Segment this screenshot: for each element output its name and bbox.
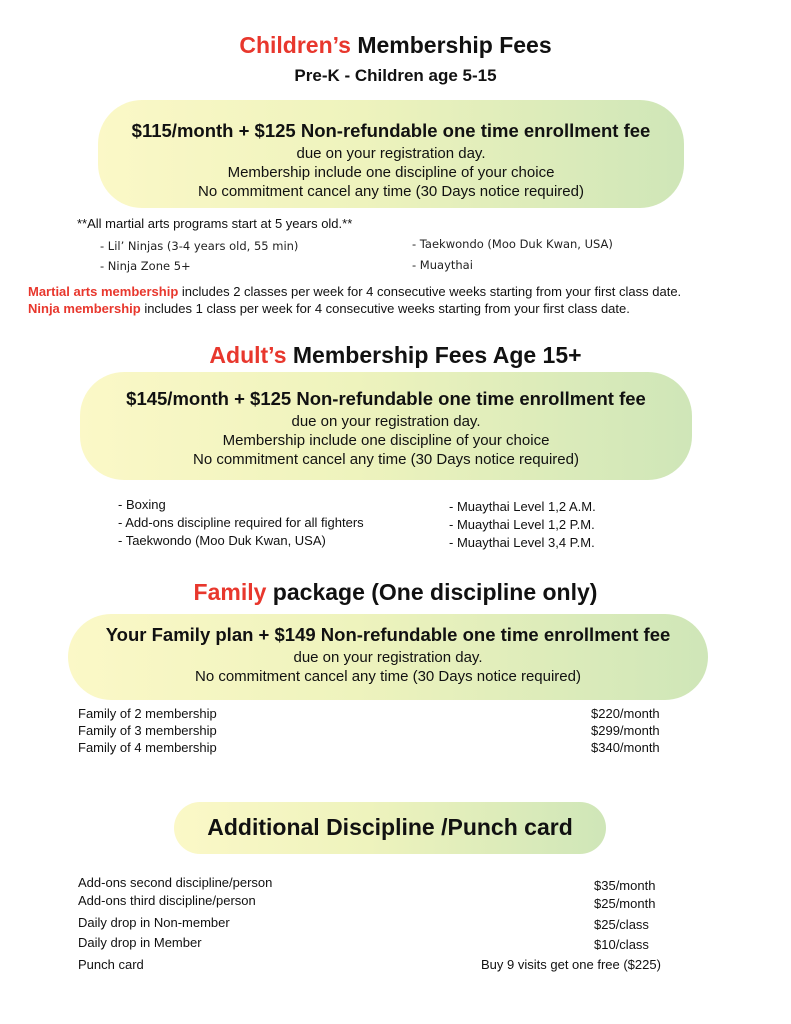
adult-fee-headline: $145/month + $125 Non-refundable one time enrollment fee: [126, 388, 646, 409]
adult-fee-line3: No commitment cancel any time (30 Days notice required): [193, 451, 579, 468]
additional-row-price: $10/class: [594, 937, 649, 952]
family-row-label: Family of 4 membership: [78, 740, 217, 755]
children-program-item: - Ninja Zone 5+: [100, 259, 191, 273]
children-fee-line1: due on your registration day.: [296, 145, 486, 162]
adult-program-item: - Taekwondo (Moo Duk Kwan, USA): [118, 533, 326, 548]
children-program-item: - Muaythai: [412, 258, 473, 272]
additional-row-label: Add-ons second discipline/person: [78, 875, 273, 890]
additional-row-label: Daily drop in Member: [78, 935, 202, 950]
adult-program-item: - Muaythai Level 1,2 A.M.: [449, 499, 596, 514]
additional-row-label: Daily drop in Non-member: [78, 915, 230, 930]
family-fee-line2: No commitment cancel any time (30 Days notice required): [195, 668, 581, 685]
adult-fee-line2: Membership include one discipline of your choice: [222, 432, 550, 449]
ninja-membership-note: [28, 301, 630, 316]
family-fee-line1: due on your registration day.: [293, 649, 483, 666]
martial-arts-membership-note: [28, 284, 681, 299]
additional-title-box: [174, 802, 606, 854]
ninja-membership-label: Ninja membership: [28, 301, 141, 316]
children-title-highlight: Children’s: [239, 32, 351, 58]
children-age-note: **All martial arts programs start at 5 years old.**: [77, 216, 353, 231]
family-row-label: Family of 2 membership: [78, 706, 217, 721]
children-program-item: - Taekwondo (Moo Duk Kwan, USA): [412, 237, 613, 251]
martial-arts-membership-label: Martial arts membership: [28, 284, 179, 299]
additional-row-price: Buy 9 visits get one free ($225): [481, 957, 661, 972]
martial-arts-membership-text: includes 2 classes per week for 4 consecutive weeks starting from your first class date.: [178, 284, 682, 299]
children-fee-box: [98, 100, 684, 208]
adult-fee-box: [80, 372, 692, 480]
family-title: [0, 579, 791, 606]
children-program-item: - Lil’ Ninjas (3-4 years old, 55 min): [100, 239, 299, 253]
adult-program-item: - Boxing: [118, 497, 166, 512]
children-fee-line3: No commitment cancel any time (30 Days notice required): [198, 183, 584, 200]
family-title-highlight: Family: [193, 579, 267, 605]
adult-program-item: - Muaythai Level 1,2 P.M.: [449, 517, 595, 532]
children-title-rest: Membership Fees: [350, 32, 552, 58]
family-row-price: $220/month: [591, 706, 660, 721]
additional-row-label: Punch card: [78, 957, 144, 972]
family-fee-box: [68, 614, 708, 700]
family-title-rest: package (One discipline only): [266, 579, 598, 605]
adult-fee-line1: due on your registration day.: [291, 413, 481, 430]
adult-title-rest: Membership Fees Age 15+: [286, 342, 582, 368]
children-subtitle: Pre-K - Children age 5-15: [294, 66, 497, 85]
additional-row-price: $35/month: [594, 878, 656, 893]
additional-row-price: $25/month: [594, 896, 656, 911]
ninja-membership-text: includes 1 class per week for 4 consecutive weeks starting from your first class date.: [140, 301, 630, 316]
family-row-price: $340/month: [591, 740, 660, 755]
children-fee-headline: $115/month + $125 Non-refundable one time enrollment fee: [131, 120, 651, 141]
adult-program-item: - Muaythai Level 3,4 P.M.: [449, 535, 595, 550]
family-fee-headline: Your Family plan + $149 Non-refundable one time enrollment fee: [105, 624, 671, 645]
family-row-price: $299/month: [591, 723, 660, 738]
family-row-label: Family of 3 membership: [78, 723, 217, 738]
children-fee-line2: Membership include one discipline of your choice: [227, 164, 555, 181]
adult-title: [0, 342, 791, 369]
children-title: [0, 32, 791, 59]
adult-title-highlight: Adult’s: [209, 342, 287, 368]
additional-title: Additional Discipline /Punch card: [207, 814, 573, 840]
additional-row-price: $25/class: [594, 917, 649, 932]
adult-program-item: - Add-ons discipline required for all fighters: [118, 515, 364, 530]
additional-row-label: Add-ons third discipline/person: [78, 893, 256, 908]
